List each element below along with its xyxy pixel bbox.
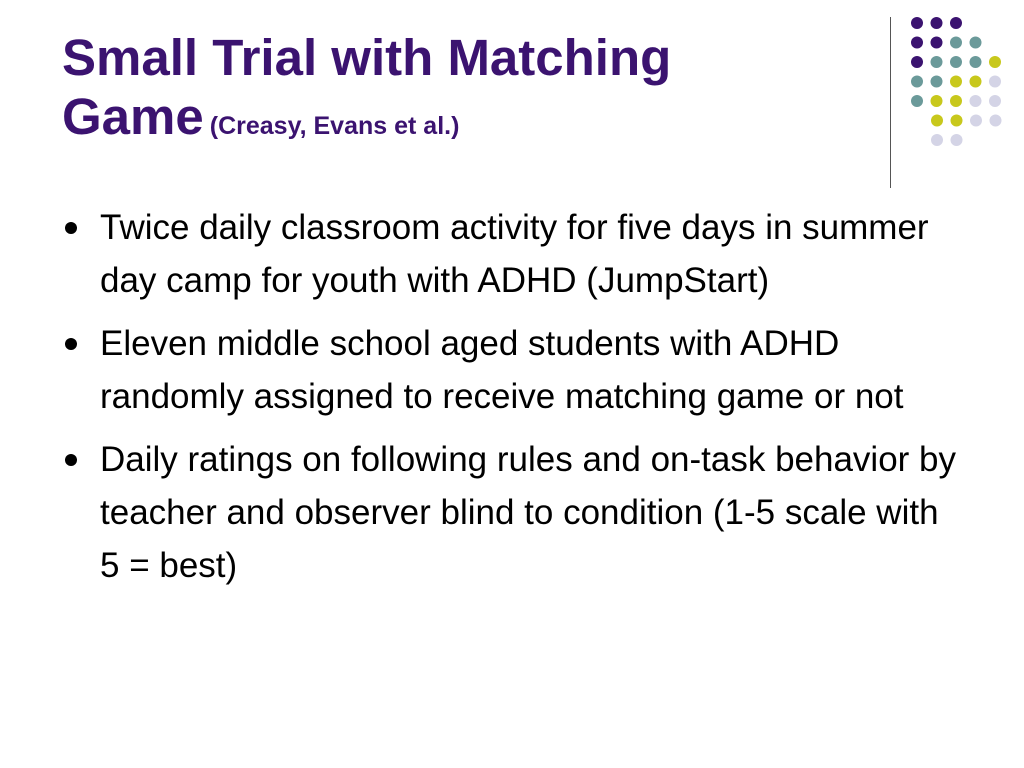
decor-dot (970, 56, 982, 68)
decor-dot (951, 115, 963, 127)
decor-dot (950, 76, 962, 88)
decor-dot (951, 134, 963, 146)
decor-dot (970, 37, 982, 49)
decor-dot (950, 56, 962, 68)
bullet-list (62, 201, 962, 602)
decor-dot (931, 17, 943, 29)
bullet-item (62, 201, 962, 307)
decor-dot (970, 115, 982, 127)
decor-dot (911, 95, 923, 107)
decor-dot (911, 37, 923, 49)
decor-dot (931, 76, 943, 88)
decor-dot (990, 115, 1002, 127)
vertical-divider (890, 17, 891, 188)
decor-dot (970, 95, 982, 107)
decor-dot (931, 115, 943, 127)
decor-dot (931, 37, 943, 49)
decor-dot (989, 76, 1001, 88)
decor-dot (989, 56, 1001, 68)
decor-dot (911, 56, 923, 68)
title-line-2 (62, 87, 862, 156)
decor-dot (950, 37, 962, 49)
decor-dot (931, 95, 943, 107)
decor-dot (989, 95, 1001, 107)
bullet-text: Eleven middle school aged students with ADHD randomly assigned to receive matching game or not (100, 324, 904, 416)
title-game-word: Game (62, 88, 204, 145)
bullet-dot-icon (65, 222, 77, 234)
decor-dot (950, 95, 962, 107)
bullet-item (62, 433, 962, 592)
bullet-dot-icon (65, 338, 77, 350)
decor-dot (911, 17, 923, 29)
decor-dot (931, 134, 943, 146)
slide-title (62, 28, 862, 156)
title-citation: (Creasy, Evans et al.) (209, 112, 460, 140)
title-line-1: Small Trial with Matching (62, 29, 672, 86)
bullet-text: Twice daily classroom activity for five days in summer day camp for youth with ADHD (JumpStart) (100, 208, 929, 300)
bullet-dot-icon (65, 454, 77, 466)
decor-dot (931, 56, 943, 68)
bullet-text: Daily ratings on following rules and on-task behavior by teacher and observer blind to condition (1-5 scale with 5 = best) (100, 440, 957, 585)
decor-dot (950, 17, 962, 29)
bullet-item (62, 317, 962, 423)
decor-dot (970, 76, 982, 88)
decor-dot (911, 76, 923, 88)
